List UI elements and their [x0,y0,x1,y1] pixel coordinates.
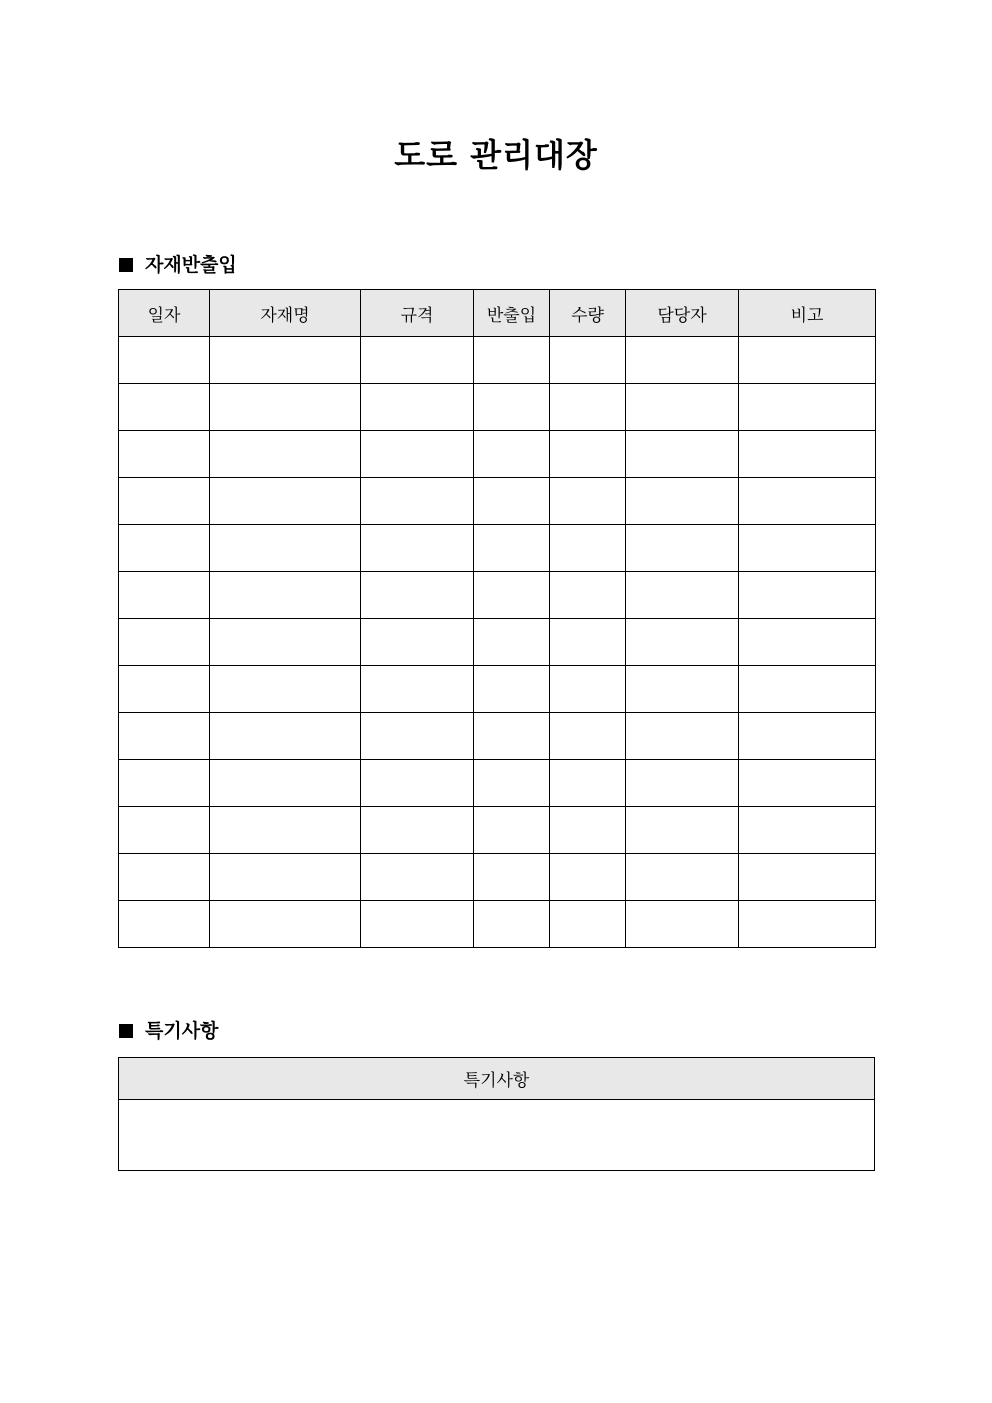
table-cell[interactable] [361,572,474,619]
table-row [119,1100,875,1171]
table-cell[interactable] [210,854,361,901]
table-cell[interactable] [474,619,550,666]
table-cell[interactable] [626,901,739,948]
square-bullet-icon [119,258,133,272]
table-row [119,713,876,760]
table-cell[interactable] [550,431,626,478]
table-cell[interactable] [361,666,474,713]
table-cell[interactable] [119,337,210,384]
table-cell[interactable] [361,619,474,666]
table-cell[interactable] [626,666,739,713]
table-cell[interactable] [739,807,876,854]
table-cell[interactable] [550,572,626,619]
table-cell[interactable] [361,337,474,384]
table-row [119,901,876,948]
table-row [119,807,876,854]
table-cell[interactable] [119,854,210,901]
table-cell[interactable] [626,760,739,807]
table-cell[interactable] [739,619,876,666]
table-row [119,572,876,619]
table-row [119,666,876,713]
table-cell[interactable] [474,337,550,384]
table-cell[interactable] [474,760,550,807]
table-cell[interactable] [550,384,626,431]
table-row [119,525,876,572]
column-header-quantity: 수량 [550,290,626,337]
table-cell[interactable] [210,619,361,666]
table-cell[interactable] [550,901,626,948]
page-title: 도로 관리대장 [394,136,598,174]
table-cell[interactable] [361,807,474,854]
materials-table-body [119,337,876,948]
table-cell[interactable] [210,525,361,572]
table-row [119,619,876,666]
table-cell[interactable] [119,525,210,572]
table-cell[interactable] [550,760,626,807]
section-heading-label: 자재반출입 [145,254,237,276]
table-cell[interactable] [626,854,739,901]
table-cell[interactable] [626,619,739,666]
section-heading-notes [119,1018,218,1044]
column-header-remarks: 비고 [739,290,876,337]
table-cell[interactable] [550,525,626,572]
table-cell[interactable] [361,901,474,948]
table-cell[interactable] [550,619,626,666]
table-cell[interactable] [119,431,210,478]
table-cell[interactable] [210,666,361,713]
table-cell[interactable] [210,572,361,619]
table-cell[interactable] [210,760,361,807]
table-cell[interactable] [550,854,626,901]
table-cell[interactable] [626,384,739,431]
table-row [119,760,876,807]
table-cell[interactable] [210,901,361,948]
column-header-in-out: 반출입 [474,290,550,337]
table-cell[interactable] [210,384,361,431]
table-cell[interactable] [739,760,876,807]
table-cell[interactable] [474,807,550,854]
table-cell[interactable] [361,431,474,478]
table-cell[interactable] [361,478,474,525]
table-cell[interactable] [361,854,474,901]
table-cell[interactable] [739,337,876,384]
notes-input-cell[interactable] [119,1100,875,1171]
table-cell[interactable] [739,478,876,525]
table-cell[interactable] [210,337,361,384]
table-cell[interactable] [550,807,626,854]
table-cell[interactable] [626,572,739,619]
table-cell[interactable] [119,619,210,666]
table-cell[interactable] [626,478,739,525]
table-cell[interactable] [361,525,474,572]
table-cell[interactable] [739,713,876,760]
table-cell[interactable] [210,478,361,525]
table-cell[interactable] [550,713,626,760]
table-cell[interactable] [119,666,210,713]
column-header-notes: 특기사항 [119,1058,875,1100]
table-cell[interactable] [474,901,550,948]
table-cell[interactable] [474,431,550,478]
table-cell[interactable] [739,854,876,901]
table-cell[interactable] [739,384,876,431]
table-cell[interactable] [739,666,876,713]
table-cell[interactable] [119,760,210,807]
table-cell[interactable] [361,760,474,807]
table-cell[interactable] [626,807,739,854]
table-cell[interactable] [550,337,626,384]
table-cell[interactable] [474,572,550,619]
column-header-date: 일자 [119,290,210,337]
table-cell[interactable] [119,384,210,431]
table-cell[interactable] [474,666,550,713]
section-heading-materials [119,252,237,278]
table-cell[interactable] [119,478,210,525]
column-header-manager: 담당자 [626,290,739,337]
table-cell[interactable] [474,854,550,901]
table-cell[interactable] [210,431,361,478]
table-cell[interactable] [119,807,210,854]
table-row [119,384,876,431]
table-header-row [119,290,876,337]
table-cell[interactable] [739,431,876,478]
materials-table [118,289,876,948]
table-row [119,431,876,478]
table-cell[interactable] [119,572,210,619]
table-cell[interactable] [119,901,210,948]
table-cell[interactable] [739,901,876,948]
table-cell[interactable] [626,337,739,384]
table-cell[interactable] [626,431,739,478]
table-cell[interactable] [361,384,474,431]
table-cell[interactable] [474,713,550,760]
table-cell[interactable] [474,478,550,525]
table-cell[interactable] [474,525,550,572]
notes-table [118,1057,875,1171]
column-header-spec: 규격 [361,290,474,337]
table-cell[interactable] [210,713,361,760]
section-heading-label: 특기사항 [145,1020,219,1042]
table-cell[interactable] [626,713,739,760]
table-cell[interactable] [739,525,876,572]
table-row [119,854,876,901]
table-cell[interactable] [361,713,474,760]
table-cell[interactable] [550,666,626,713]
table-cell[interactable] [474,384,550,431]
table-cell[interactable] [119,713,210,760]
square-bullet-icon [119,1024,133,1038]
column-header-material-name: 자재명 [210,290,361,337]
table-cell[interactable] [210,807,361,854]
table-header-row [119,1058,875,1100]
table-row [119,337,876,384]
table-cell[interactable] [626,525,739,572]
table-cell[interactable] [739,572,876,619]
table-row [119,478,876,525]
table-cell[interactable] [550,478,626,525]
